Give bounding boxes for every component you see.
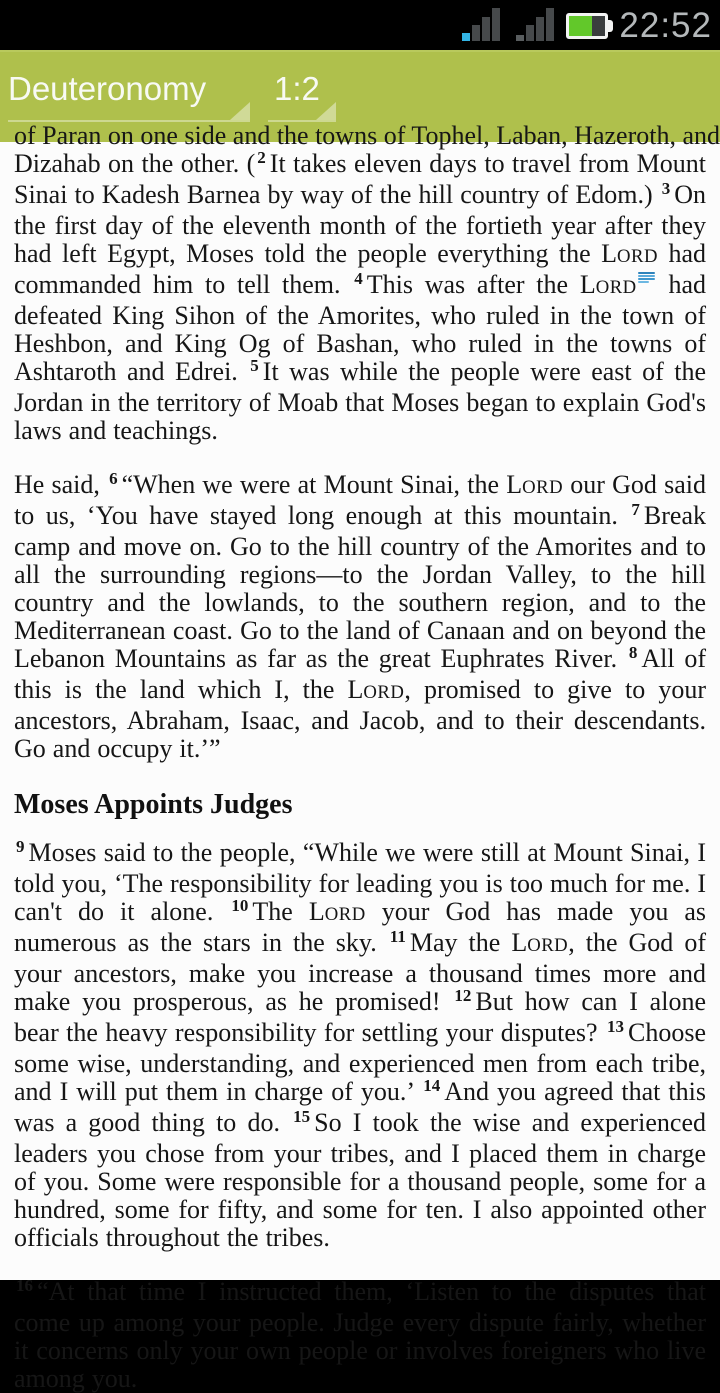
section-heading: Moses Appoints Judges <box>14 789 293 820</box>
verse-number: 11 <box>389 927 406 946</box>
verse-number: 16 <box>16 1276 33 1295</box>
verse-number: 7 <box>631 500 640 519</box>
lord-smallcaps: LORD <box>579 270 637 299</box>
verse-number: 5 <box>250 356 259 375</box>
status-clock: 22:52 <box>619 6 712 45</box>
lord-smallcaps: LORD <box>347 675 405 704</box>
verse-number: 15 <box>293 1107 311 1126</box>
battery-nub <box>608 20 613 32</box>
lord-smallcaps: LORD <box>511 928 569 957</box>
book-selector-label: Deuteronomy <box>8 70 207 107</box>
dropdown-triangle-icon <box>230 102 250 120</box>
lord-smallcaps: LORD <box>601 239 659 268</box>
verse-number: 14 <box>423 1076 441 1095</box>
footnote-icon[interactable] <box>638 272 655 285</box>
verse-number: 12 <box>454 986 472 1005</box>
scripture-content <box>14 150 706 1393</box>
verse-number: 10 <box>231 896 249 915</box>
clipped-previous-line: of Paran on one side and the towns of Tophel, Laban, Hazeroth, and <box>14 121 720 150</box>
verse-number: 3 <box>661 179 671 198</box>
verse-paragraph: $^{16}$ “At that time I instructed them, ‘Listen to the disputes that come up among your people. Judge every dispute fairly, whether it concerns only your own people or involves foreigners who live among you. <box>14 1276 706 1393</box>
chapter-verse-selector[interactable] <box>268 60 336 122</box>
dropdown-triangle-icon <box>316 102 336 120</box>
verse-number: 2 <box>257 148 266 167</box>
verse-paragraph: He said, $^6$ “When we were at Mount Sinai, the LORD our God said to us, ‘You have stayed long enough at this mountain. $^7$ Break camp and move on. Go to the hill country of the Amorites and to all the surrounding regions—to the Jordan Valley, to the hill country and the lowlands, to the southern region, and to the Mediterranean coast. Go to the land of Canaan and on beyond the Lebanon Mountains as far as the great Euphrates River. $^8$ All of this is the land which I, the LORD, promised to give to your ancestors, Abraham, Isaac, and Jacob, and to their descendants. Go and occupy it.’” <box>14 469 706 763</box>
verse-number: 6 <box>109 469 118 488</box>
verse-number: 8 <box>628 643 638 662</box>
lord-smallcaps: LORD <box>506 470 564 499</box>
battery-icon <box>566 13 608 39</box>
book-selector[interactable] <box>8 60 250 122</box>
status-bar <box>0 0 720 50</box>
scripture-scroll[interactable] <box>0 121 720 1393</box>
verse-number: 13 <box>607 1017 624 1036</box>
verse-number: 4 <box>354 269 363 288</box>
signal-strength-icon-sim2 <box>516 8 554 41</box>
chapter-verse-label: 1:2 <box>274 70 320 107</box>
battery-fill <box>569 16 592 36</box>
signal-strength-icon-sim1 <box>462 8 500 41</box>
lord-smallcaps: LORD <box>308 897 366 926</box>
verse-paragraph: $^9$ Moses said to the people, “While we were still at Mount Sinai, I told you, ‘The responsibility for leading you is too much for me. I can't do it alone. $^{10}$ The LORD your God has made you as numerous as the stars in the sky. $^{11}$ May the LORD, the God of your ancestors, make you increase a thousand times more and make you prosperous, as he promised! $^{12}$ But how can I alone bear the heavy responsibility for settling your disputes? $^{13}$ Choose some wise, understanding, and experienced men from each tribe, and I will put them in charge of you.’ $^{14}$ And you agreed that this was a good thing to do. $^{15}$ So I took the wise and experienced leaders you chose from your tribes, and I placed them in charge of you. Some were responsible for a thousand people, some for a hundred, some for fifty, and some for ten. I also appointed other officials throughout the tribes. <box>14 837 707 1252</box>
verse-number: 9 <box>16 837 25 856</box>
verse-paragraph: Dizahab on the other. ( $^2$ It takes eleven days to travel from Mount Sinai to Kadesh Barnea by way of the hill country of Edom.) $^3$ On the first day of the eleventh month of the fortieth year after they had left Egypt, Moses told the people everything the LORD had commanded him to tell them. $^4$ This was after the LORD had defeated King Sihon of the Amorites, who ruled in the town of Heshbon, and King Og of Bashan, who ruled in the towns of Ashtaroth and Edrei. $^5$ It was while the people were east of the Jordan in the territory of Moab that Moses began to explain God's laws and teachings. <box>14 148 707 445</box>
